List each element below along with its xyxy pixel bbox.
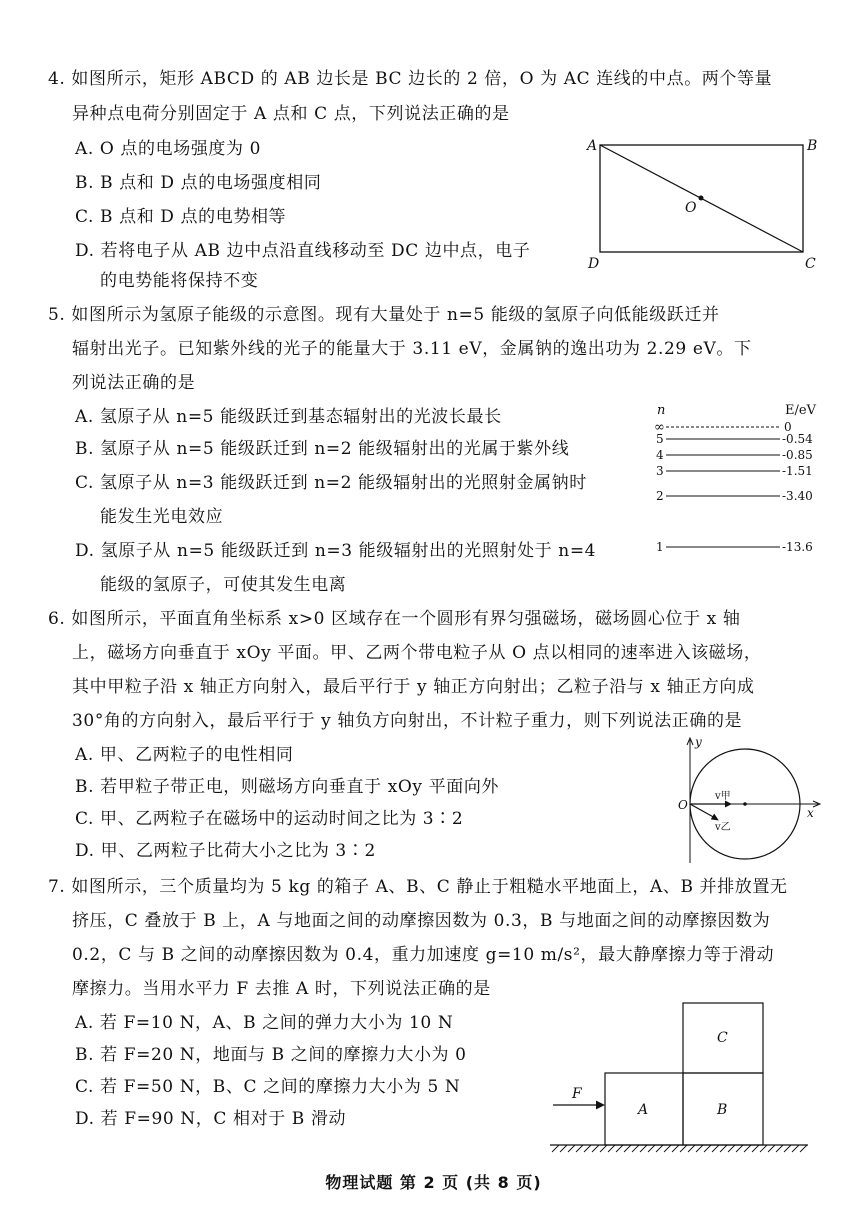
box-b-label: B [717,1102,728,1118]
level-e-3: -1.51 [782,464,813,478]
q6-option-b: B. 若甲粒子带正电，则磁场方向垂直于 xOy 平面向外 [75,777,500,797]
box-a-label: A [638,1102,649,1118]
level-e-1: -13.6 [782,540,813,554]
force-f-label: F [572,1086,582,1102]
level-e-inf: 0 [784,420,792,434]
q5-option-b: B. 氢原子从 n=5 能级跃迁到 n=2 能级辐射出的光属于紫外线 [75,439,570,459]
e-header: E/eV [785,403,816,418]
q7-stem-line-4: 摩擦力。当用水平力 F 去推 A 时，下列说法正确的是 [72,979,491,999]
q5-option-d: D. 氢原子从 n=5 能级跃迁到 n=3 能级辐射出的光照射处于 n=4 [75,541,597,561]
q6-option-d: D. 甲、乙两粒子比荷大小之比为 3∶2 [75,841,376,861]
box-c-label: C [717,1030,728,1046]
page-footer: 物理试题 第 2 页 (共 8 页) [325,1173,542,1192]
circle-center [743,802,747,806]
origin-label: O [678,798,688,812]
label-o: O [685,200,697,216]
q4-stem-line-2: 异种点电荷分别固定于 A 点和 C 点，下列说法正确的是 [72,104,510,124]
q6-stem-line-2: 上，磁场方向垂直于 xOy 平面。甲、乙两个带电粒子从 O 点以相同的速率进入该磁场， [72,643,762,663]
label-b: B [807,138,818,154]
level-n-4: 4 [656,448,664,462]
q7-option-b: B. 若 F=20 N，地面与 B 之间的摩擦力大小为 0 [75,1045,467,1065]
q6-magnetic-field-figure [675,735,825,865]
q6-stem-line-1: 6. 如图所示，平面直角坐标系 x>0 区域存在一个圆形有界匀强磁场，磁场圆心位于 x 轴 [48,609,741,629]
q4-option-d: D. 若将电子从 AB 边中点沿直线移动至 DC 边中点，电子 [75,241,531,261]
q5-stem-line-2: 辐射出光子。已知紫外线的光子的能量大于 3.11 eV，金属钠的逸出功为 2.29 eV。下 [72,339,752,359]
q4-rectangle-figure [585,135,825,275]
level-n-inf: ∞ [654,420,665,435]
y-axis-label: y [695,735,702,749]
level-e-4: -0.85 [782,448,813,462]
q6-option-a: A. 甲、乙两粒子的电性相同 [75,745,294,765]
q4-option-b: B. B 点和 D 点的电场强度相同 [75,173,322,193]
q5-option-a: A. 氢原子从 n=5 能级跃迁到基态辐射出的光波长最长 [75,407,502,427]
level-n-2: 2 [656,489,664,503]
q4-stem-line-1: 4. 如图所示，矩形 ABCD 的 AB 边长是 BC 边长的 2 倍，O 为 AC 连线的中点。两个等量 [48,69,773,89]
q5-stem-line-3: 列说法正确的是 [72,373,196,393]
v-jia-label: v甲 [715,791,731,802]
force-f-arrowhead [596,1101,604,1109]
q7-option-c: C. 若 F=50 N，B、C 之间的摩擦力大小为 5 N [75,1077,461,1097]
q5-energy-level-diagram [650,400,820,560]
n-header: n [657,403,666,418]
level-e-5: -0.54 [782,432,813,446]
q5-stem-line-1: 5. 如图所示为氢原子能级的示意图。现有大量处于 n=5 能级的氢原子向低能级跃迁并 [48,305,720,325]
level-n-5: 5 [656,432,664,446]
ground-hatching [552,1145,807,1152]
label-c: C [805,256,816,272]
q7-stem-line-3: 0.2，C 与 B 之间的动摩擦因数为 0.4，重力加速度 g=10 m/s²，最大静摩擦力等于滑动 [72,945,775,965]
q4-option-d-cont: 的电势能将保持不变 [100,271,259,291]
q7-option-d: D. 若 F=90 N，C 相对于 B 滑动 [75,1109,347,1129]
level-n-3: 3 [656,464,664,478]
q7-boxes-figure [550,1000,810,1140]
q6-option-c: C. 甲、乙两粒子在磁场中的运动时间之比为 3∶2 [75,809,464,829]
q5-option-d-cont: 能级的氢原子，可使其发生电离 [100,575,347,595]
v-yi-label: v乙 [715,822,731,833]
v-yi-arrow [711,814,718,820]
q5-option-c-cont: 能发生光电效应 [100,507,224,527]
q4-option-a: A. O 点的电场强度为 0 [75,139,262,159]
q6-stem-line-4: 30°角的方向射入，最后平行于 y 轴负方向射出，不计粒子重力，则下列说法正确的是 [72,711,743,731]
label-a: A [587,138,598,154]
label-d: D [588,256,600,272]
q7-stem-line-1: 7. 如图所示，三个质量均为 5 kg 的箱子 A、B、C 静止于粗糙水平地面上，A、B 并排放置无 [48,877,788,897]
q6-stem-line-3: 其中甲粒子沿 x 轴正方向射入，最后平行于 y 轴正方向射出；乙粒子沿与 x 轴正方向成 [72,677,755,697]
q5-option-c: C. 氢原子从 n=3 能级跃迁到 n=2 能级辐射出的光照射金属钠时 [75,473,587,493]
q7-stem-line-2: 挤压，C 叠放于 B 上，A 与地面之间的动摩擦因数为 0.3，B 与地面之间的动摩擦因数为 [72,911,771,931]
level-e-2: -3.40 [782,489,813,503]
q7-option-a: A. 若 F=10 N，A、B 之间的弹力大小为 10 N [75,1013,454,1033]
q4-option-c: C. B 点和 D 点的电势相等 [75,207,287,227]
x-axis-label: x [807,806,814,820]
point-o [699,196,704,201]
level-n-1: 1 [656,540,664,554]
